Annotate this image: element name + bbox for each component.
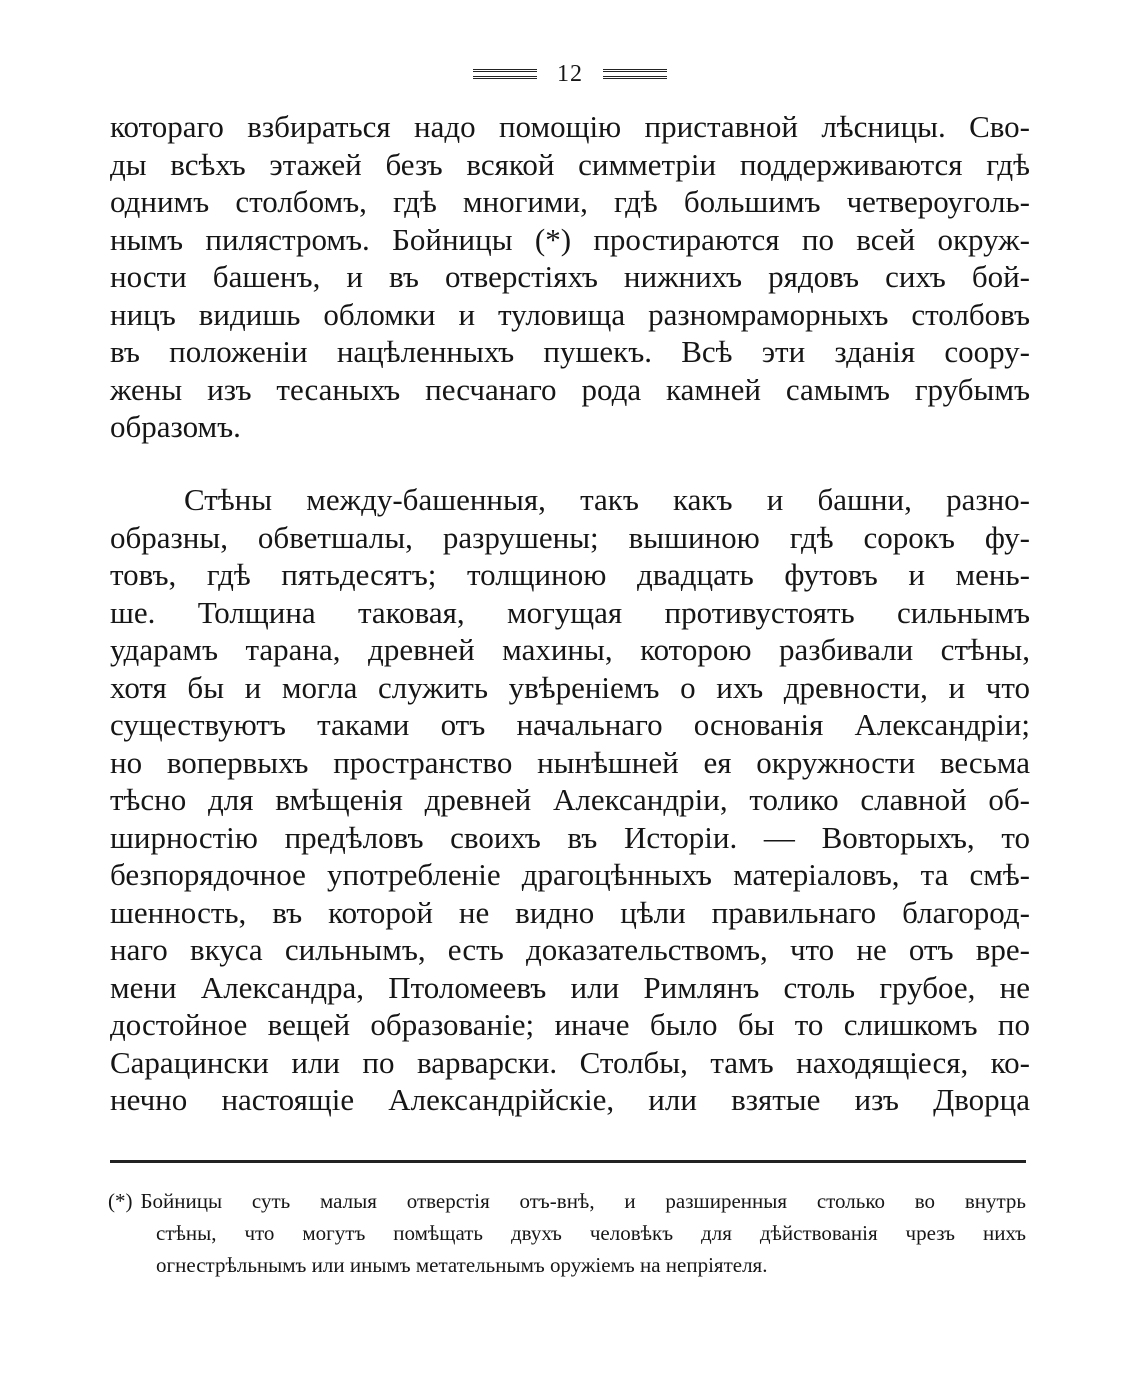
text-line: образны, обветшалы, разрушены; вышиною гдѣ сорокъ фу- [110,519,1030,555]
text-line: ширностію предѣловъ своихъ въ Исторіи. — Вовторыхъ, то [110,819,1030,855]
text-line: но вопервыхъ пространство нынѣшней ея окружности весьма [110,744,1030,780]
text-line: существуютъ таками отъ начальнаго основанія Александріи; [110,707,1030,742]
text-line: образомъ. [110,409,241,444]
header-ornament-right [603,69,667,79]
page-number: 12 [557,60,583,87]
footnote-line: стѣны, что могутъ помѣщать двухъ человѣкъ для дѣйствованія чрезъ нихъ [156,1221,1026,1245]
text-line: ше. Толщина таковая, могущая противустоять сильнымъ [110,594,1030,630]
text-line: ности башенъ, и въ отверстіяхъ нижнихъ рядовъ сихъ бой- [110,259,1030,294]
footnote-marker: (*) [108,1189,133,1213]
text-line: хотя бы и могла служить увѣреніемъ о ихъ древности, и что [110,669,1030,705]
text-line: Сарацински или по варварски. Столбы, тамъ находящіеся, ко- [110,1044,1030,1080]
text-line: тѣсно для вмѣщенія древней Александріи, толико славной об- [110,782,1030,817]
text-line: въ положеніи нацѣленныхъ пушекъ. Всѣ эти зданія соору- [110,334,1030,369]
footnote-line [108,1185,1026,1217]
page-header [0,58,1140,90]
text-line: безпорядочное употребленіе драгоцѣнныхъ матеріаловъ, та смѣ- [110,857,1030,892]
text-line: ударамъ тарана, древней махины, которою разбивали стѣны, [110,632,1030,667]
text-line: наго вкуса сильнымъ, есть доказательствомъ, что не отъ вре- [110,932,1030,967]
text-line: шенность, въ которой не видно цѣли правильнаго благород- [110,894,1030,930]
text-line: достойное вещей образованіе; иначе было бы то слишкомъ по [110,1007,1030,1042]
paragraph-2 [110,481,1030,1119]
text-line: ницъ видишь обломки и туловища разномраморныхъ столбовъ [110,296,1030,332]
footnote [108,1185,1026,1281]
text-line: жены изъ тесаныхъ песчанаго рода камней самымъ грубымъ [110,371,1030,407]
footnote-divider [110,1160,1026,1163]
footnote-line: огнестрѣльнымъ или инымъ метательнымъ оружіемъ на непріятеля. [156,1253,768,1277]
header-ornament-left [473,69,537,79]
text-line: нечно настоящіе Александрійскіе, или взятые изъ Дворца [110,1082,1030,1117]
paragraph-1 [110,108,1030,446]
text-line: Стѣны между-башенныя, такъ какъ и башни, разно- [184,482,1030,517]
footnote-line-text: Бойницы суть малыя отверстія отъ-внѣ, и разширенныя столько во внутрь [140,1189,1026,1213]
text-line: нымъ пилястромъ. Бойницы (*) простираются по всей окруж- [110,221,1030,257]
text-line: товъ, гдѣ пятьдесятъ; толщиною двадцать футовъ и мень- [110,557,1030,592]
text-line: ды всѣхъ этажей безъ всякой симметріи поддерживаются гдѣ [110,146,1030,182]
text-line: котораго взбираться надо помощію приставной лѣсницы. Сво- [110,109,1030,144]
text-line: мени Александра, Птоломеевъ или Римлянъ столь грубое, не [110,969,1030,1005]
text-line: однимъ столбомъ, гдѣ многими, гдѣ большимъ четвероуголь- [110,184,1030,219]
